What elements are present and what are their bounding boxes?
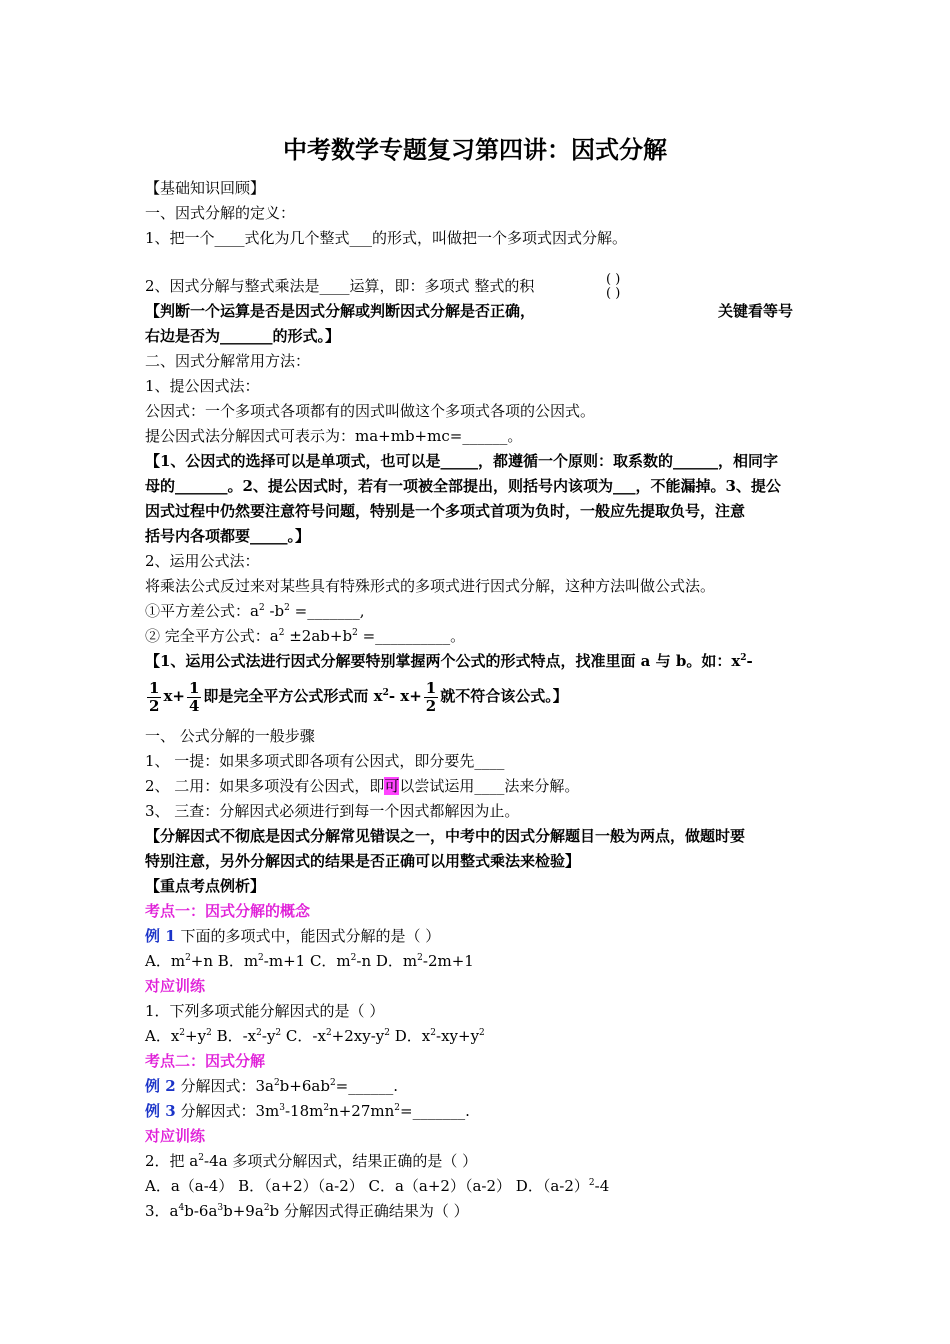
sup-2: 2 — [384, 1028, 390, 1038]
p1-opt-b2: -y — [261, 1027, 276, 1045]
p1-opt-a2: +y — [185, 1027, 207, 1045]
key-point-2-heading: 考点二：因式分解 — [145, 1052, 266, 1070]
fraction-one-quarter — [187, 680, 201, 715]
p1-opt-a: A．x — [145, 1027, 180, 1045]
tip-steps-line-1: 【分解因式不彻底是因式分解常见错误之一，中考中的因式分解题目一般为两点，做题时要 — [145, 827, 746, 845]
practice-1-options — [145, 1026, 810, 1046]
sup-2: 2 — [256, 1028, 262, 1038]
section-heading-basic-review: 【基础知识回顾】 — [145, 179, 266, 197]
formula-2-part-a: ② 完全平方公式：a — [145, 627, 279, 645]
opt-b: +n B．m — [190, 952, 259, 970]
example-3-text-b: -18m — [284, 1102, 324, 1120]
formula-2-part-c: =__________。 — [357, 627, 466, 645]
key-point-1-heading: 考点一：因式分解的概念 — [145, 902, 311, 920]
formula-perfect-square — [145, 626, 810, 646]
sup-2: 2 — [350, 953, 357, 963]
step-2 — [145, 776, 810, 796]
note-line-1 — [145, 301, 810, 321]
sup-2: 2 — [278, 628, 285, 638]
sup-2: 2 — [258, 603, 265, 613]
opt-d-end: -2m+1 — [422, 952, 474, 970]
highlighted-char: 可 — [384, 777, 400, 795]
method-2-description: 将乘法公式反过来对某些具有特殊形式的多项式进行因式分解，这种方法叫做公式法。 — [145, 577, 716, 595]
p2-text-b: -4a 多项式分解因式，结果正确的是（ ） — [204, 1152, 478, 1170]
definition-line-2-text: 2、因式分解与整式乘法是____运算，即：多项式 整式的积 — [145, 277, 535, 295]
section-heading-key-points: 【重点考点例析】 — [145, 877, 266, 895]
note-line-1-right: 关键看等号 — [718, 302, 794, 320]
sup-2: 2 — [325, 1028, 332, 1038]
practice-heading-1: 对应训练 — [145, 977, 206, 995]
tip-formula-line-1-text: 【1、运用公式法进行因式分解要特别掌握两个公式的形式特点，找准里面 a 与 b。如：x — [145, 652, 741, 670]
p1-opt-c2: +2xy-y — [331, 1027, 385, 1045]
tip-formula-line-1-end: - — [746, 652, 753, 670]
method-1-expression: 提公因式法分解因式可表示为：ma+mb+mc=______。 — [145, 427, 523, 445]
subheading-methods: 二、因式分解常用方法： — [145, 352, 311, 370]
tip-formula-x-plus: x+ — [163, 687, 185, 705]
method-1-heading: 1、提公因式法： — [145, 377, 260, 395]
tip-common-factor-line-3: 因式过程中仍然要注意符号问题，特别是一个多项式首项为负时，一般应先提取负号，注意 — [145, 502, 746, 520]
opt-d: -n D．m — [356, 952, 418, 970]
definition-line-2 — [145, 276, 810, 296]
fraction-denominator: 4 — [188, 696, 200, 715]
fraction-denominator: 2 — [149, 696, 160, 715]
sup-2: 2 — [740, 653, 747, 663]
example-2-text-b: b+6ab — [279, 1077, 330, 1095]
practice-heading-2: 对应训练 — [145, 1127, 206, 1145]
formula-1-part-a: ①平方差公式：a — [145, 602, 259, 620]
tip-formula-middle: 即是完全平方公式形式而 x — [203, 687, 383, 705]
sup-2: 2 — [284, 603, 290, 613]
p2-options-end: -4 — [594, 1177, 610, 1195]
sup-2: 2 — [417, 953, 423, 963]
paren-blank-top: ( ) — [606, 272, 621, 287]
formula-1-part-b: -b — [264, 602, 285, 620]
sup-3: 3 — [279, 1103, 285, 1113]
formula-1-part-c: =_______, — [289, 602, 365, 620]
sup-2: 2 — [382, 688, 389, 698]
sup-3: 3 — [217, 1203, 224, 1213]
fraction-numerator: 1 — [149, 678, 160, 697]
note-line-1-text: 【判断一个运算是否是因式分解或判断因式分解是否正确， — [145, 302, 536, 320]
definition-line-1: 1、把一个____式化为几个整式___的形式，叫做把一个多项式因式分解。 — [145, 229, 628, 247]
step-2-text-b: 以尝试运用____法来分解。 — [399, 777, 580, 795]
p1-opt-c: C．-x — [281, 1027, 326, 1045]
steps-heading: 一、 公式分解的一般步骤 — [145, 727, 315, 745]
subheading-definition: 一、因式分解的定义： — [145, 204, 296, 222]
opt-a: A．m — [145, 952, 186, 970]
sup-2: 2 — [275, 1028, 282, 1038]
fraction-one-half-b — [424, 680, 438, 715]
method-2-heading: 2、运用公式法： — [145, 552, 260, 570]
sup-2: 2 — [258, 953, 264, 963]
tip-formula-line-2 — [145, 676, 810, 716]
p2-options-text: A．a（a-4） B．（a+2）（a-2） C．a（a+2）（a-2） D．（a-2） — [145, 1177, 589, 1195]
formula-2-part-b: ±2ab+b — [284, 627, 353, 645]
example-3-text-c: n+27mn — [329, 1102, 395, 1120]
tip-steps-line-2: 特别注意，另外分解因式的结果是否正确可以用整式乘法来检验】 — [145, 852, 581, 870]
example-2 — [145, 1076, 810, 1096]
sup-2: 2 — [329, 1078, 336, 1088]
step-3: 3、 三查：分解因式必须进行到每一个因式都解因为止。 — [145, 802, 520, 820]
note-line-2: 右边是否为_______的形式。】 — [145, 327, 341, 345]
fraction-denominator: 2 — [425, 696, 437, 715]
example-2-label: 例 2 — [145, 1077, 176, 1095]
opt-c: -m+1 C．m — [263, 952, 351, 970]
example-2-text-a: 分解因式：3a — [175, 1077, 274, 1095]
p1-opt-b: B．-x — [211, 1027, 257, 1045]
sup-2: 2 — [479, 1028, 485, 1038]
sup-2: 2 — [273, 1078, 280, 1088]
example-3-text-a: 分解因式：3m — [175, 1102, 280, 1120]
p3-text-d: b 分解因式得正确结果为（ ） — [269, 1202, 469, 1220]
tip-common-factor-line-4: 括号内各项都要_____。】 — [145, 527, 311, 545]
practice-2-question — [145, 1151, 810, 1171]
p3-text-c: b+9a — [223, 1202, 264, 1220]
practice-3-question — [145, 1201, 810, 1221]
example-1-label: 例 1 — [145, 927, 176, 945]
p1-opt-d: D．x — [390, 1027, 431, 1045]
tip-common-factor-line-1: 【1、公因式的选择可以是单项式，也可以是_____，都遵循一个原则：取系数的______，相同字 — [145, 452, 778, 470]
paren-blank-bottom: ( ) — [606, 286, 621, 301]
sup-2: 2 — [263, 1203, 270, 1213]
p3-text-a: 3．a — [145, 1202, 179, 1220]
sup-2: 2 — [588, 1178, 595, 1188]
sup-2: 2 — [179, 1028, 186, 1038]
example-1-options — [145, 951, 810, 971]
fraction-one-half — [147, 680, 161, 715]
sup-2: 2 — [430, 1028, 436, 1038]
sup-2: 2 — [206, 1028, 212, 1038]
practice-2-options — [145, 1176, 810, 1196]
example-1 — [145, 926, 810, 946]
example-3-label: 例 3 — [145, 1102, 176, 1120]
fraction-numerator: 1 — [425, 678, 437, 697]
sup-4: 4 — [178, 1203, 185, 1213]
p2-text-a: 2．把 a — [145, 1152, 199, 1170]
example-2-text-c: =______. — [335, 1077, 399, 1095]
page-title: 中考数学专题复习第四讲：因式分解 — [283, 135, 667, 164]
fraction-numerator: 1 — [188, 678, 200, 697]
tip-common-factor-line-2: 母的_______。2、提公因式时，若有一项被全部提出，则括号内该项为___，不能漏掉。3、提公 — [145, 477, 781, 495]
example-3-text-d: =_______. — [400, 1102, 470, 1120]
p3-text-b: b-6a — [184, 1202, 218, 1220]
example-1-question: 下面的多项式中，能因式分解的是（ ） — [175, 927, 441, 945]
example-3 — [145, 1101, 810, 1121]
sup-2: 2 — [185, 953, 191, 963]
sup-2: 2 — [198, 1153, 204, 1163]
step-2-text-a: 2、 二用：如果多项没有公因式，即 — [145, 777, 385, 795]
tip-formula-line-1 — [145, 651, 810, 671]
sup-2: 2 — [394, 1103, 401, 1113]
p1-opt-d2: -xy+y — [436, 1027, 480, 1045]
formula-difference-of-squares — [145, 601, 810, 621]
tip-formula-x-term: - x+ — [388, 687, 422, 705]
tip-formula-end: 就不符合该公式。】 — [440, 687, 568, 705]
practice-1-question: 1．下列多项式能分解因式的是（ ） — [145, 1002, 385, 1020]
method-1-common-factor: 公因式：一个多项式各项都有的因式叫做这个多项式各项的公因式。 — [145, 402, 596, 420]
sup-2: 2 — [352, 628, 358, 638]
sup-2: 2 — [323, 1103, 330, 1113]
step-1: 1、 一提：如果多项式即各项有公因式，即分要先____ — [145, 752, 505, 770]
